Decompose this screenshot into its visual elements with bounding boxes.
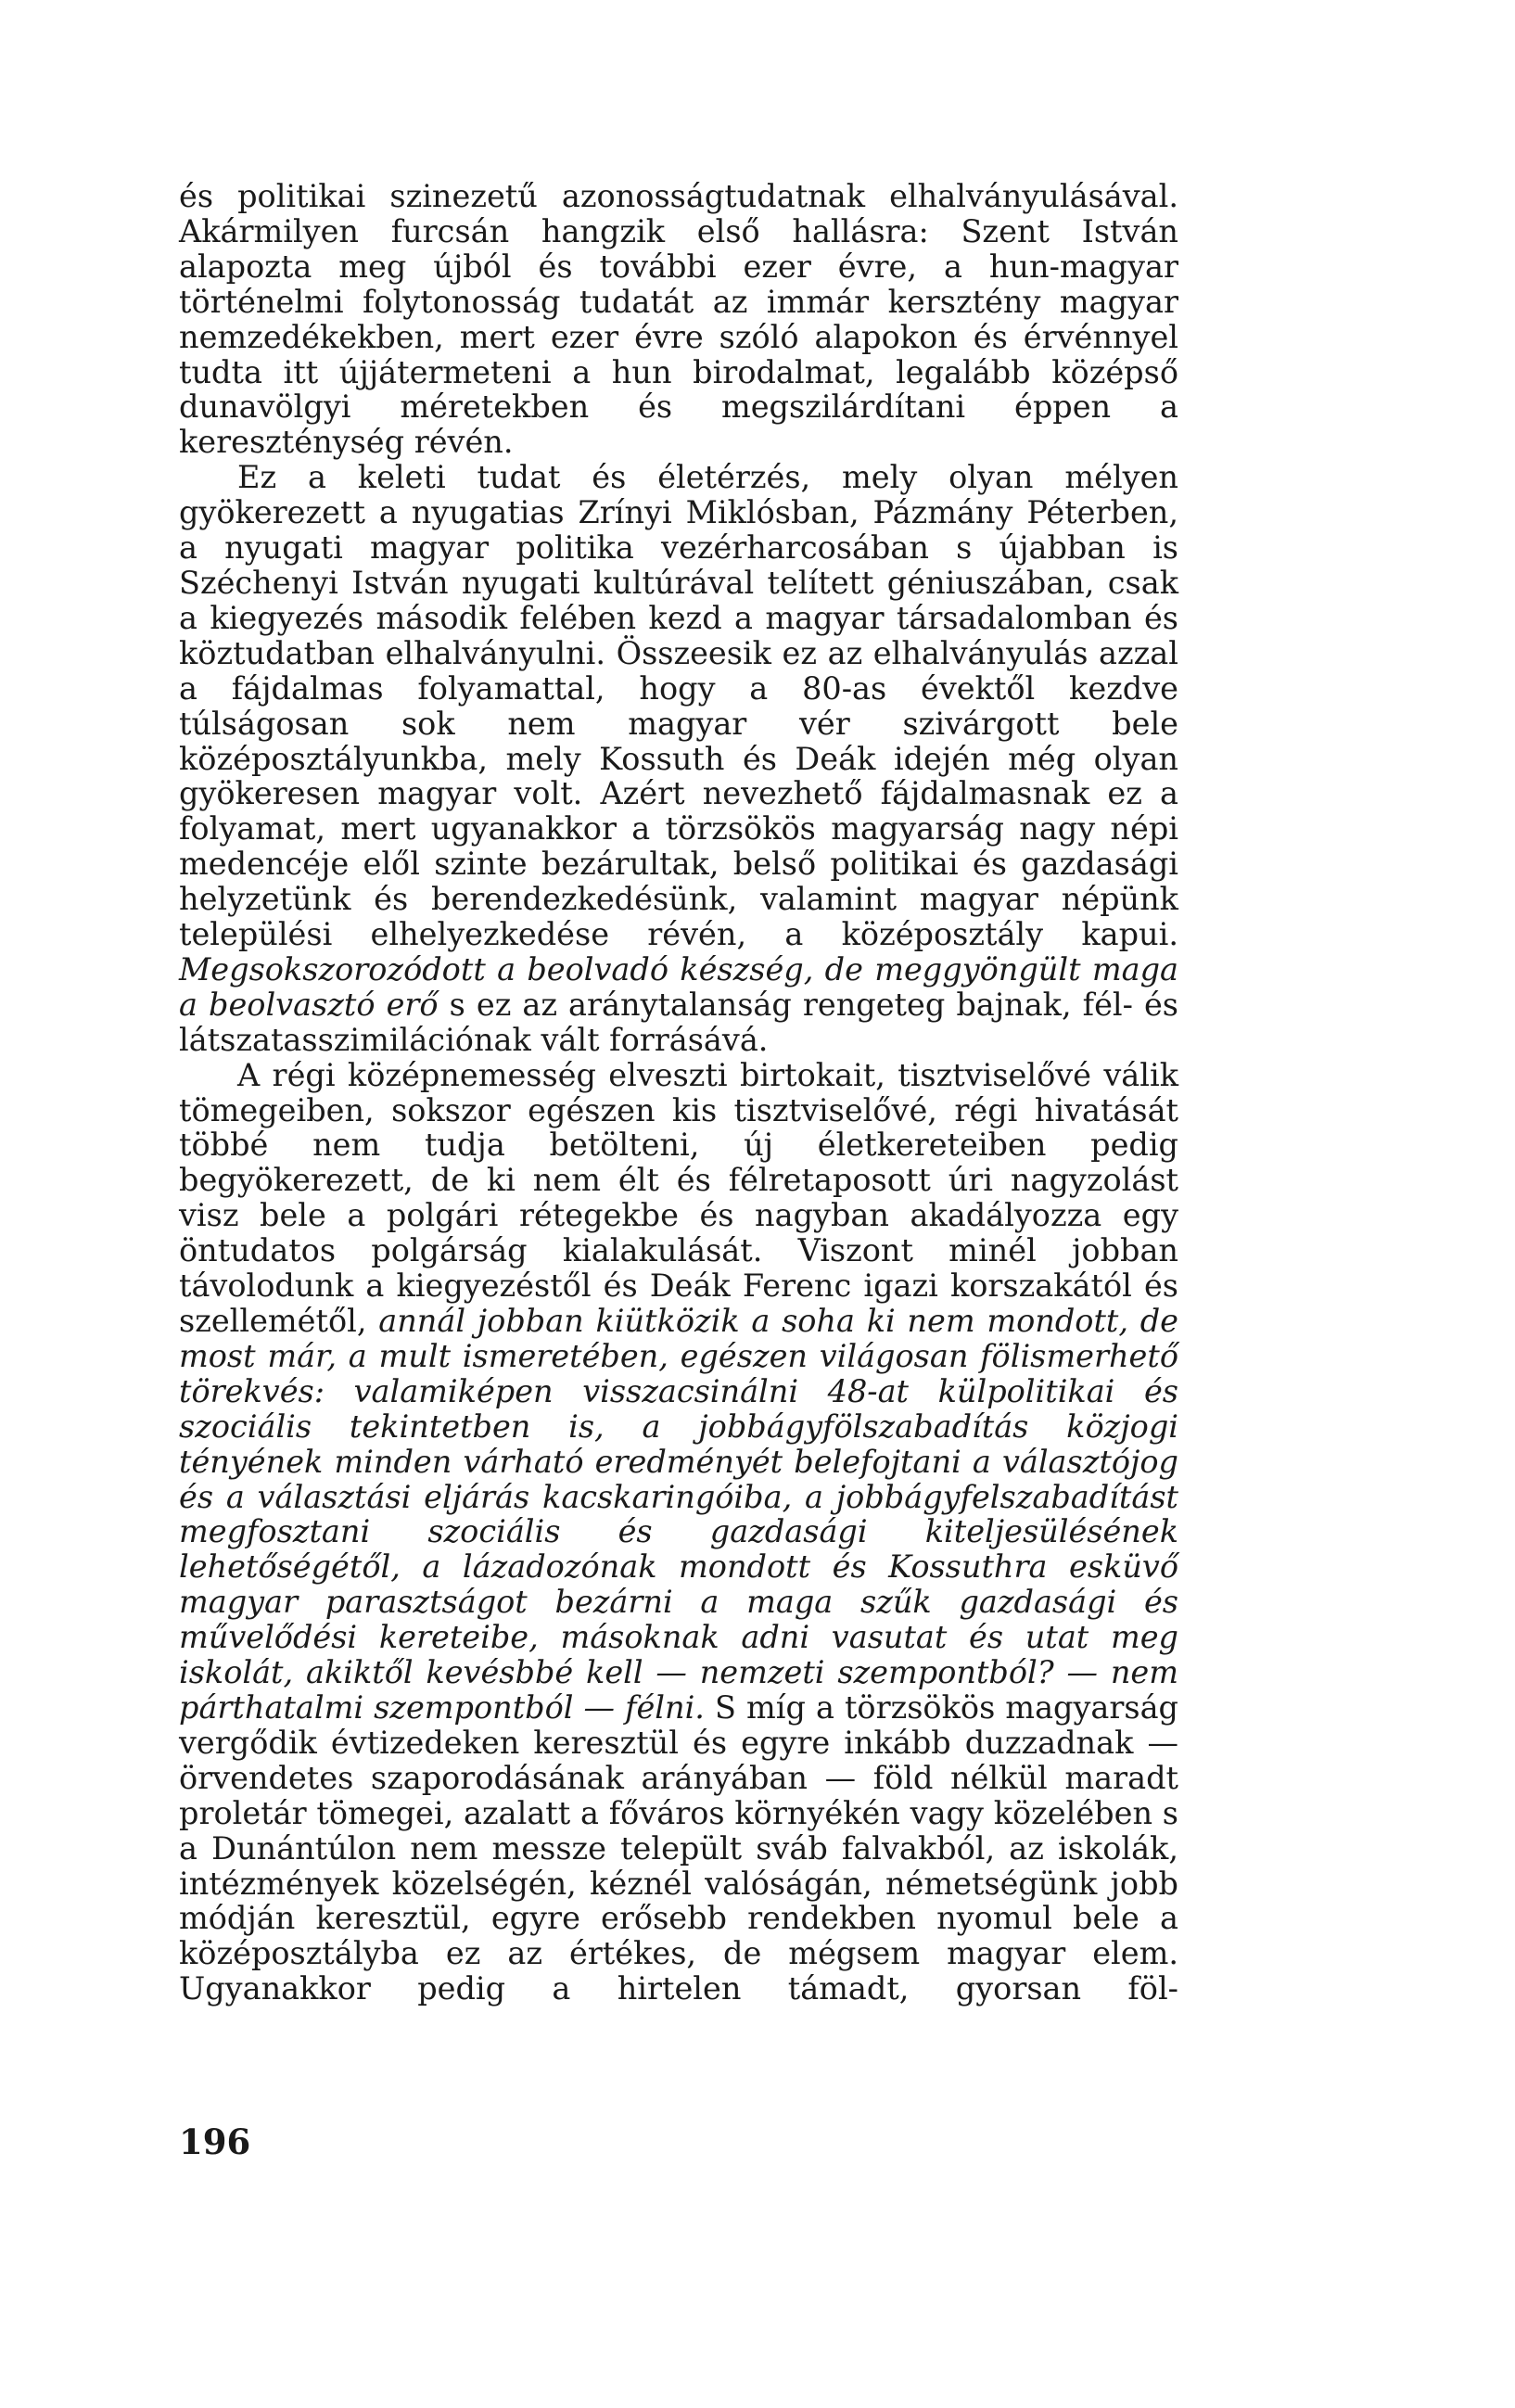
paragraph-3-text-a: A régi középnemesség elveszti birtokait, tisztviselővé válik tömegeiben, sokszor egészen kis tisztviselővé, régi hivatását többé nem tudja betölteni, új életkereteiben pedig begyökerezett, de ki nem élt és félretaposott úri nagyzolást visz bele a polgári rétegekbe és nagyban akadályozza egy öntudatos polgárság kialakulását. Viszont minél jobban távolodunk a kiegyezéstől és Deák Ferenc igazi korszakától és szellemétől, [179, 1056, 1178, 1339]
paragraph-3 [179, 1058, 1178, 2007]
paragraph-3-text-b: S míg a törzsökös magyarság vergődik évtizedeken keresztül és egyre inkább duzzadnak — örvendetes szaporodásának arányában — föld nélkül maradt proletár tömegei, azalatt a főváros környékén vagy közelében s a Dunántúlon nem messze települt sváb falvakból, az iskolák, intézmények közelségén, kéznél valóságán, németségünk jobb módján keresztül, egyre erősebb rendekben nyomul bele a középosztályba ez az értékes, de mégsem magyar elem. Ugyanakkor pedig a hirtelen támadt, gyorsan föl- [179, 1688, 1179, 2007]
paragraph-2 [179, 460, 1178, 1057]
paragraph-3-italic: annál jobban kiütközik a soha ki nem mondott, de most már, a mult ismeretében, egészen világosan fölismerhető törekvés: valamiképen visszacsinálni 48-at külpolitikai és szociális tekintetben is, a jobbágyfölszabadítás közjogi tényének minden várható eredményét belefojtani a választójog és a választási eljárás kacskaringóiba, a jobbágyfelszabadítást megfosztani szociális és gazdasági kiteljesülésének lehetőségétől, a lázadozónak mondott és Kossuthra esküvő magyar parasztságot bezárni a maga szűk gazdasági és művelődési kereteibe, másoknak adni vasutat és utat meg iskolát, akiktől kevésbbé kell — nemzeti szempontból? — nem párthatalmi szempontból — félni. [179, 1303, 1179, 1726]
page-number: 196 [179, 2121, 251, 2162]
paragraph-1 [179, 179, 1178, 460]
paragraph-2-text-b: s ez az aránytalanság rengeteg bajnak, fél- és látszatasszimilációnak vált forrásává. [179, 986, 1178, 1058]
paragraph-2-italic: Megsokszorozódott a beolvadó készség, de meggyöngült maga a beolvasztó erő [179, 950, 1178, 1023]
paragraph-1-text: és politikai szinezetű azonosságtudatnak elhalványulásával. Akármilyen furcsán hangzik első hallásra: Szent István alapozta meg újból és további ezer évre, a hun-magyar történelmi folytonosság tudatát az immár kersztény magyar nemzedékekben, mert ezer évre szóló alapokon és érvénnyel tudta itt újjátermeteni a hun birodalmat, legalább középső dunavölgyi méretekben és megszilárdítani éppen a kereszténység révén. [179, 178, 1178, 461]
body-text [179, 179, 1178, 2007]
paragraph-2-text-a: Ez a keleti tudat és életérzés, mely olyan mélyen gyökerezett a nyugatias Zrínyi Miklósban, Pázmány Péterben, a nyugati magyar politika vezérharcosában s újabban is Széchenyi István nyugati kultúrával telített géniuszában, csak a kiegyezés második felében kezd a magyar társadalomban és köztudatban elhalványulni. Összeesik ez az elhalványulás azzal a fájdalmas folyamattal, hogy a 80-as évektől kezdve túlságosan sok nem magyar vér szivárgott bele középosztályunkba, mely Kossuth és Deák idején még olyan gyökeresen magyar volt. Azért nevezhető fájdalmasnak ez a folyamat, mert ugyanakkor a törzsökös magyarság nagy népi medencéje elől szinte bezárultak, belső politikai és gazdasági helyzetünk és berendezkedésünk, valamint magyar népünk települési elhelyezkedése révén, a középosztály kapui. [179, 459, 1178, 953]
